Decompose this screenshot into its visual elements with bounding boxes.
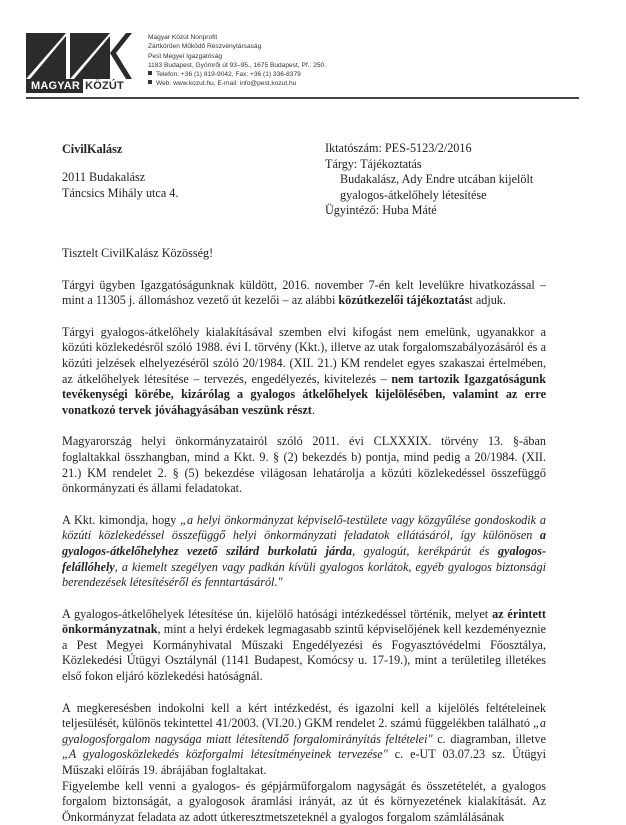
- bullet-square-icon: [148, 80, 152, 84]
- paragraph-text: c. diagramban, illetve: [432, 731, 546, 746]
- emphasized-text: , gyalogút, kerékpárút és: [352, 543, 498, 558]
- body-paragraph: [62, 513, 546, 591]
- paragraph-text: A gyalogos-átkelőhelyek létesítése ún. kijelölő hatósági intézkedéssel történik, melyet: [62, 606, 493, 621]
- letter-body: [62, 246, 546, 825]
- subject-label: Tárgy: Tájékoztatás: [325, 156, 422, 171]
- body-paragraph: [62, 434, 546, 496]
- emphasized-text: az érintett önkormányzatnak: [62, 606, 546, 637]
- recipient-name: CivilKalász: [62, 142, 123, 156]
- body-paragraph: [62, 607, 546, 685]
- body-paragraph: [62, 701, 546, 779]
- subject-line-2: gyalogos-átkelőhely létesítése: [340, 187, 487, 202]
- emphasized-text: nem tartozik Igazgatóságunk tevékenységi körébe, kizárólag a gyalogos átkelőhelyek kijelölésében, valamint az erre vonatkozó tervek jóváhagyásában veszünk részt: [62, 371, 546, 417]
- org-phone: Telefon: +36 (1) 819-9042, Fax: +36 (1) 336-8379: [148, 70, 326, 79]
- file-number: Iktatószám: PES-5123/2/2016: [325, 141, 472, 155]
- subject-line-1: Budakalász, Ady Endre utcában kijelölt: [340, 172, 534, 187]
- org-name: Magyar Közút Nonprofit: [148, 34, 218, 41]
- paragraph-text: t adjuk.: [469, 293, 506, 308]
- org-branch: Pest Megyei Igazgatóság: [148, 52, 223, 60]
- emphasized-text: a gyalogos-átkelőhelyhez vezető szilárd burkolatú járda: [62, 528, 546, 558]
- paragraph-text: , mint a helyi érdekek legmagasabb szintű képviselőjének kell kezdeményeznie a Pest Megyei Kormányhivatal Műszaki Engedélyezési és Fogyasztóvédelmi Főosztálya, Közlekedési Útügyi Osztálynál (1141 Budapest, Komócsy u. 17-19.), mint a területileg illetékes első fokon eljáró közlekedési hatóságnál.: [62, 622, 546, 684]
- emphasized-text: közútkezelői tájékoztatás: [338, 293, 470, 308]
- emphasized-text: , a kiemelt szegélyen vagy padkán kívüli gyalogos korlátok, egyéb gyalogos biztonsági berendezések létesítéséről és fenntartásáról.": [62, 559, 546, 590]
- org-address: 1183 Budapest, Gyömrői út 93–95., 1675 Budapest, Pf.: 250.: [148, 61, 327, 69]
- org-legal-form: Zártkörűen Működő Részvénytársaság: [148, 43, 262, 51]
- mk-logo-icon: [26, 33, 132, 79]
- emphasized-text: „a gyalogosforgalom nagysága miatt létesítendő forgalomirányítás feltételei": [62, 716, 546, 746]
- body-paragraph: [62, 278, 546, 309]
- emphasized-text: „a helyi önkormányzat képviselő-testülete vagy közgyűlése gondoskodik a közúti közlekedéssel összefüggő helyi önkormányzati feladatok ellátásáról, így különösen: [62, 512, 546, 543]
- organization-info: [148, 33, 326, 89]
- salutation: Tisztelt CivilKalász Közösség!: [62, 246, 214, 260]
- recipient-address: [62, 141, 178, 201]
- letterhead-divider: [26, 97, 579, 99]
- logo-text-kozut: KÖZÚT: [85, 80, 124, 92]
- paragraph-text: Magyarország helyi önkormányzatairól szóló 2011. évi CLXXXIX. törvény 13. §-ában foglaltakkal összhangban, mind a Kkt. 9. § (2) bekezdés b) pontja, mind pedig a 20/1984. (XII. 21.) KM rendelet 2. § (5) bekezdése világosan lehatárolja a közúti közlekedéssel összefüggő önkormányzati és állami feladatokat.: [62, 434, 546, 496]
- paragraph-text: Tárgyi gyalogos-átkelőhely kialakításával szemben elvi kifogást nem emelünk, ugyanakkor a közúti közlekedésről szóló 1988. évi I. törvény (Kkt.), illetve az utak forgalomszabályozásáról és a közúti jelzések elhelyezéséről szóló 20/1984. (XII. 21.) KM rendelet egyes szakaszai értelmében, az átkelőhelyek létesítése – tervezés, engedélyezés, kivitelezés –: [62, 324, 546, 386]
- reference-block: [325, 141, 533, 219]
- logo-wordmark: [26, 79, 124, 93]
- logo-text-magyar: MAGYAR: [26, 79, 83, 93]
- bullet-square-icon: [148, 71, 152, 75]
- paragraph-text: .: [311, 402, 315, 417]
- case-handler: Ügyintéző: Huba Máté: [325, 203, 437, 218]
- paragraph-text: A megkeresésben indokolni kell a kért intézkedést, és igazolni kell a kijelölés feltételeinek teljesülését, különös tekintettel 41/2003. (VI.20.) GKM rendelet 2. számú függelékben található: [62, 700, 546, 731]
- recipient-city: 2011 Budakalász: [62, 170, 146, 184]
- paragraph-text: c. e-UT 03.07.23 sz. Útügyi Műszaki előírás 19. ábrájában foglaltakat.: [62, 747, 546, 778]
- body-paragraph: [62, 779, 546, 825]
- magyar-kozut-logo: [26, 33, 132, 93]
- emphasized-text: gyalogos-felállóhely: [62, 543, 547, 574]
- body-paragraph: [62, 325, 546, 419]
- paragraph-text: Figyelembe kell venni a gyalogos- és gépjárműforgalom nagyságát és összetételét, a gyalogos forgalom biztonságát, a gyalogosok áramlási irányát, az út és környezetének kialakítását. Az Önkormányzat feladata az adott útkeresztmetszeteknél a gyalogos forgalom számlálásának: [62, 778, 546, 824]
- paragraph-text: Tárgyi ügyben Igazgatóságunknak küldött, 2016. november 7-én kelt levelükre hivatkozással – mint a 11305 j. állomáshoz vezető út kezelői – az alábbi: [62, 277, 546, 308]
- paragraph-text: A Kkt. kimondja, hogy: [62, 512, 181, 527]
- org-web: Web: www.kozut.hu, E-mail: info@pest.kozut.hu: [148, 79, 326, 88]
- recipient-street: Táncsics Mihály utca 4.: [62, 186, 179, 200]
- emphasized-text: „A gyalogosközlekedés közforgalmi létesítményeinek tervezése": [62, 747, 388, 762]
